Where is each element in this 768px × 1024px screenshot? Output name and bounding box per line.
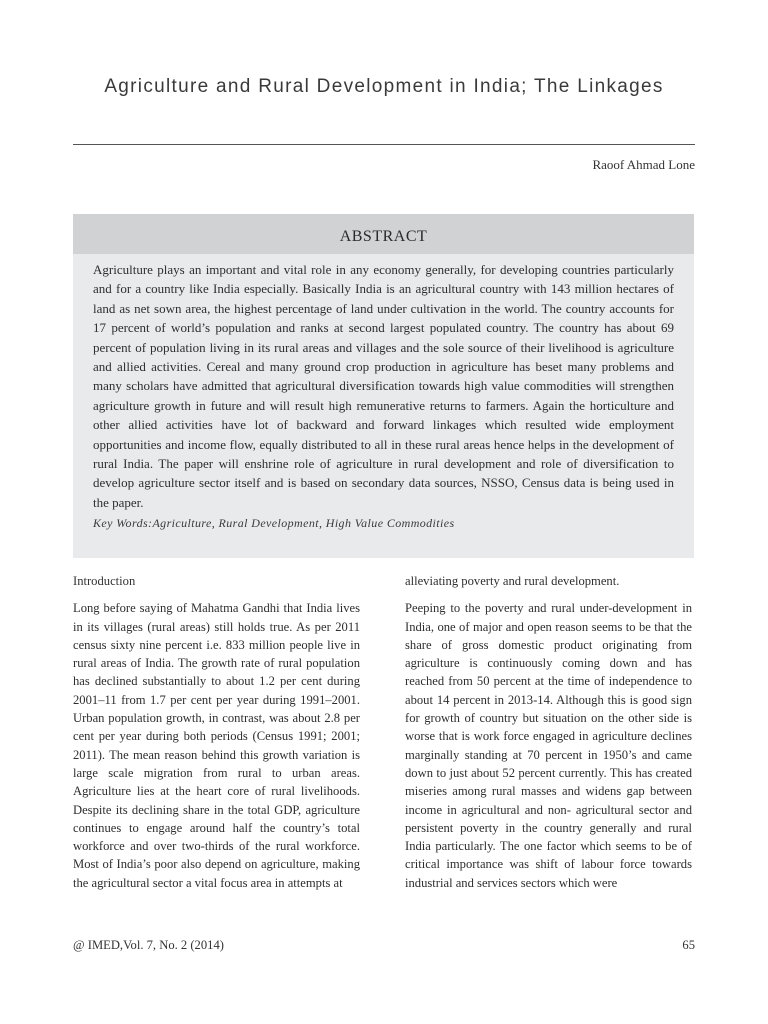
title-divider xyxy=(73,144,695,145)
continuation-line: alleviating poverty and rural development. xyxy=(405,574,620,588)
keywords: Key Words:Agriculture, Rural Development, High Value Commodities xyxy=(93,516,455,531)
poverty-paragraph: Peeping to the poverty and rural under-development in India, one of major and open reason seems to be that the share of gross domestic product originating from agriculture is continuously coming down and has reached from 50 percent at the time of independence to about 14 percent in 2013-14. Although this is good sign for growth of country but situation on the other side is worse that is work force engaged in agriculture declines marginally standing at 70 percent in 1950’s and came down to just about 52 percent currently. This has created miseries among rural masses and widens gap between income in agricultural and non- agricultural sector and persistent poverty in the country generally and rural India particularly. The one factor which seems to be of critical importance was shift of labour force towards industrial and services sectors which were xyxy=(405,601,692,890)
page-number: 65 xyxy=(682,938,695,952)
introduction-heading: Introduction xyxy=(73,574,136,588)
left-column xyxy=(73,572,360,897)
right-column xyxy=(405,572,692,897)
abstract-text: Agriculture plays an important and vital role in any economy generally, for developing countries particularly and for a country like India especially. Basically India is an agricultural country with 143 million hectares of land as net sown area, the highest percentage of land under cultivation in the world. The country accounts for 17 percent of world’s population and ranks at second largest populated country. The country has about 69 percent of population living in its rural areas and villages and the sole source of their livelihood is agriculture and allied activities. Cereal and many ground crop production in agriculture has beset many problems and many scholars have admitted that agricultural diversification towards high value commodities will strengthen agriculture growth in future and will result high remunerative returns to farmers. Again the horticulture and other allied activities have lot of backward and forward linkages which resulted wide employment opportunities and income flow, equally distributed to all in these rural areas hence helps in the development of rural India. The paper will enshrine role of agriculture in rural development and role of diversification to develop agriculture sector itself and is based on secondary data sources, NSSO, Census data is being used in the paper. xyxy=(93,262,674,510)
abstract-heading: ABSTRACT xyxy=(73,214,694,254)
abstract-box xyxy=(73,214,694,558)
journal-citation: @ IMED,Vol. 7, No. 2 (2014) xyxy=(73,938,224,952)
intro-paragraph: Long before saying of Mahatma Gandhi that India lives in its villages (rural areas) still holds true. As per 2011 census sixty nine percent i.e. 833 million people live in rural areas of India. The growth rate of rural population has declined substantially to about 1.2 per cent during 2001–11 from 1.7 per cent per year during 1991–2001. Urban population growth, in contrast, was about 2.8 per cent per year during both periods (Census 1991; 2001; 2011). The mean reason behind this growth variation is large scale migration from rural to urban areas. Agriculture lies at the heart core of rural livelihoods. Despite its declining share in the total GDP, agriculture continues to engage around half the country’s total workforce and over two-thirds of the rural workforce. Most of India’s poor also depend on agriculture, making the agricultural sector a vital focus area in attempts at xyxy=(73,601,360,890)
paper-title: Agriculture and Rural Development in India; The Linkages xyxy=(104,76,664,97)
author-name: Raoof Ahmad Lone xyxy=(592,157,695,172)
